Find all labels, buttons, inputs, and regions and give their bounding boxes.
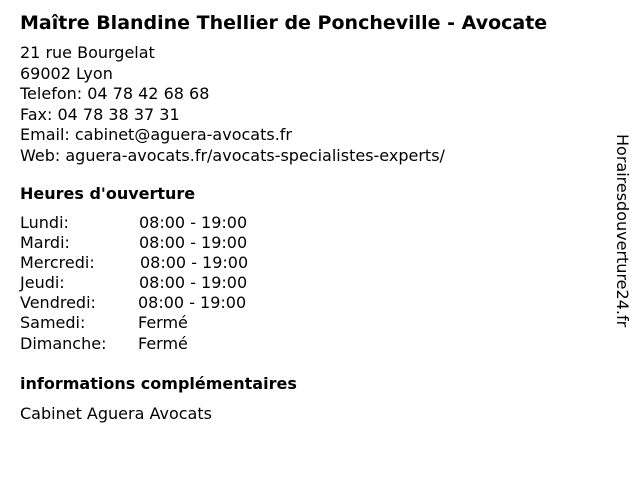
day-label: Vendredi: bbox=[20, 293, 96, 313]
additional-info-text: Cabinet Aguera Avocats bbox=[20, 404, 212, 423]
day-label: Dimanche: bbox=[20, 333, 107, 353]
contact-block bbox=[20, 43, 445, 166]
phone-number: Telefon: 04 78 42 68 68 bbox=[20, 84, 210, 103]
page-title: Maître Blandine Thellier de Poncheville - Avocate bbox=[20, 12, 548, 34]
day-label: Mardi: bbox=[20, 233, 70, 253]
day-hours: 08:00 - 19:00 bbox=[140, 253, 249, 273]
fax-number: Fax: 04 78 38 37 31 bbox=[20, 104, 180, 124]
day-hours: 08:00 - 19:00 bbox=[139, 233, 248, 253]
website-address: Web: aguera-avocats.fr/avocats-specialistes-experts/ bbox=[20, 145, 445, 165]
day-hours: Fermé bbox=[138, 313, 188, 333]
email-address: Email: cabinet@aguera-avocats.fr bbox=[20, 125, 292, 144]
day-label: Mercredi: bbox=[20, 253, 95, 273]
address-city: 69002 Lyon bbox=[20, 63, 113, 83]
day-label: Samedi: bbox=[20, 313, 86, 333]
day-label: Jeudi: bbox=[20, 273, 65, 293]
additional-info-heading: informations complémentaires bbox=[20, 374, 297, 393]
day-label: Lundi: bbox=[20, 213, 69, 232]
opening-hours-heading: Heures d'ouverture bbox=[20, 184, 196, 203]
day-hours: Fermé bbox=[138, 333, 188, 353]
address-street: 21 rue Bourgelat bbox=[20, 43, 155, 62]
side-brand-text: Horairesdouverture24.fr bbox=[613, 134, 632, 328]
day-hours: 08:00 - 19:00 bbox=[139, 273, 248, 293]
day-hours: 08:00 - 19:00 bbox=[139, 213, 248, 232]
side-brand-watermark bbox=[612, 134, 632, 344]
day-hours: 08:00 - 19:00 bbox=[138, 293, 247, 313]
